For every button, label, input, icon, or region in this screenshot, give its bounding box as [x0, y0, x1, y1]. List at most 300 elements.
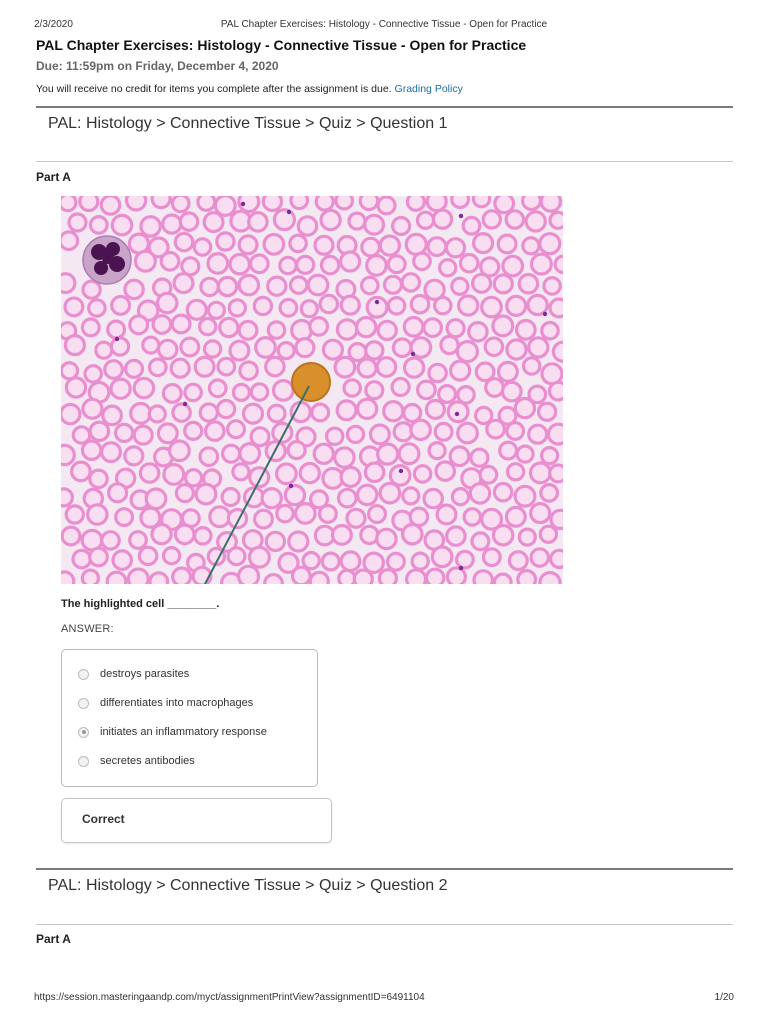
red-blood-cell: [249, 213, 267, 231]
print-url: https://session.masteringaandp.com/myct/assignmentPrintView?assignmentID=6491104: [34, 992, 425, 1003]
red-blood-cell: [310, 318, 328, 336]
red-blood-cell: [447, 568, 465, 584]
red-blood-cell: [347, 426, 363, 442]
red-blood-cell: [524, 358, 540, 374]
red-blood-cell: [357, 318, 376, 337]
red-blood-cell: [399, 444, 419, 464]
question-2-part-a-label: Part A: [36, 932, 71, 946]
red-blood-cell: [417, 212, 433, 228]
red-blood-cell: [327, 428, 343, 444]
red-blood-cell: [200, 319, 216, 335]
red-blood-cell: [176, 485, 193, 502]
red-blood-cell: [220, 318, 238, 336]
red-blood-cell: [251, 255, 269, 273]
red-blood-cell: [365, 463, 383, 481]
red-blood-cell: [107, 572, 126, 584]
red-blood-cell: [393, 218, 410, 235]
red-blood-cell: [61, 489, 72, 506]
feedback-text: Correct: [82, 812, 125, 826]
micrograph-svg: [61, 196, 563, 584]
divider: [36, 924, 733, 925]
red-blood-cell: [402, 274, 419, 291]
platelet: [289, 484, 293, 488]
red-blood-cell: [102, 532, 119, 549]
red-blood-cell: [228, 421, 245, 438]
red-blood-cell: [112, 215, 131, 234]
red-blood-cell: [296, 504, 316, 524]
red-blood-cell: [337, 401, 356, 420]
red-blood-cell: [446, 239, 464, 257]
red-blood-cell: [230, 341, 249, 360]
red-blood-cell: [139, 547, 156, 564]
red-blood-cell: [116, 509, 133, 526]
platelet: [287, 210, 291, 214]
red-blood-cell: [544, 278, 560, 294]
red-blood-cell: [105, 361, 123, 379]
section-divider: [36, 106, 733, 108]
red-blood-cell: [116, 424, 133, 441]
red-blood-cell: [365, 215, 384, 234]
red-blood-cell: [90, 470, 107, 487]
red-blood-cell: [208, 254, 228, 274]
red-blood-cell: [82, 570, 98, 584]
platelet: [375, 300, 379, 304]
red-blood-cell: [358, 359, 376, 377]
red-blood-cell: [411, 420, 430, 439]
red-blood-cell: [540, 234, 560, 254]
red-blood-cell: [158, 293, 177, 312]
red-blood-cell: [517, 446, 533, 462]
red-blood-cell: [140, 464, 158, 482]
choice-label: destroys parasites: [100, 668, 190, 680]
red-blood-cell: [131, 404, 151, 424]
red-blood-cell: [457, 342, 477, 362]
red-blood-cell: [102, 443, 121, 462]
red-blood-cell: [347, 509, 365, 527]
red-blood-cell: [296, 339, 314, 357]
red-blood-cell: [266, 532, 284, 550]
red-blood-cell: [403, 488, 419, 504]
red-blood-cell: [82, 319, 99, 336]
red-blood-cell: [336, 196, 353, 209]
red-blood-cell: [291, 196, 308, 209]
red-blood-cell: [218, 358, 235, 375]
red-blood-cell: [310, 572, 328, 584]
platelet: [459, 214, 463, 218]
red-blood-cell: [344, 380, 360, 396]
red-blood-cell: [62, 527, 80, 545]
red-blood-cell: [83, 441, 101, 459]
red-blood-cell: [432, 547, 452, 567]
red-blood-cell: [173, 568, 191, 584]
red-blood-cell: [485, 338, 502, 355]
red-blood-cell: [341, 552, 360, 571]
red-blood-cell: [461, 255, 478, 272]
red-blood-cell: [531, 549, 548, 566]
red-blood-cell: [233, 464, 249, 480]
leukocyte: [83, 236, 131, 284]
red-blood-cell: [529, 425, 547, 443]
red-blood-cell: [263, 196, 281, 211]
red-blood-cell: [498, 235, 516, 253]
red-blood-cell: [341, 252, 360, 271]
red-blood-cell: [519, 275, 537, 293]
red-blood-cell: [487, 420, 505, 438]
red-blood-cell: [61, 196, 76, 211]
red-blood-cell: [407, 570, 426, 584]
red-blood-cell: [403, 525, 422, 544]
red-blood-cell: [301, 301, 317, 317]
red-blood-cell: [335, 448, 354, 467]
red-blood-cell: [523, 238, 539, 254]
red-blood-cell: [539, 403, 556, 420]
red-blood-cell: [441, 336, 458, 353]
red-blood-cell: [198, 196, 215, 210]
red-blood-cell: [380, 483, 400, 503]
red-blood-cell: [125, 280, 143, 298]
red-blood-cell: [205, 341, 221, 357]
red-blood-cell: [320, 506, 337, 523]
red-blood-cell: [378, 444, 398, 464]
red-blood-cell: [483, 549, 500, 566]
red-blood-cell: [506, 507, 525, 526]
red-blood-cell: [195, 528, 211, 544]
red-blood-cell: [69, 214, 86, 231]
platelet: [183, 402, 187, 406]
red-blood-cell: [424, 319, 442, 337]
red-blood-cell: [437, 505, 456, 524]
red-blood-cell: [411, 296, 428, 313]
red-blood-cell: [66, 506, 83, 523]
red-blood-cell: [429, 364, 446, 381]
red-blood-cell: [268, 405, 285, 422]
red-blood-cell: [210, 507, 230, 527]
red-blood-cell: [474, 571, 492, 584]
red-blood-cell: [503, 382, 522, 401]
red-blood-cell: [541, 485, 558, 502]
red-blood-cell: [451, 361, 470, 380]
red-blood-cell: [90, 548, 108, 566]
red-blood-cell: [526, 212, 545, 231]
red-blood-cell: [185, 384, 201, 400]
red-blood-cell: [452, 489, 468, 505]
platelet: [411, 352, 415, 356]
red-blood-cell: [130, 316, 148, 334]
red-blood-cell: [337, 320, 356, 339]
red-blood-cell: [268, 277, 286, 295]
red-blood-cell: [149, 406, 165, 422]
red-blood-cell: [217, 233, 234, 250]
red-blood-cell: [174, 274, 193, 293]
red-blood-cell: [65, 336, 84, 355]
red-blood-cell: [277, 464, 297, 484]
red-blood-cell: [550, 465, 563, 482]
red-blood-cell: [335, 357, 355, 377]
red-blood-cell: [292, 321, 312, 341]
red-blood-cell: [255, 510, 273, 528]
red-blood-cell: [509, 552, 527, 570]
red-blood-cell: [126, 360, 143, 377]
red-blood-cell: [540, 526, 556, 542]
red-blood-cell: [314, 444, 333, 463]
red-blood-cell: [358, 399, 377, 418]
blood-smear-micrograph: [61, 196, 563, 584]
red-blood-cell: [555, 256, 563, 272]
red-blood-cell: [483, 211, 500, 228]
red-blood-cell: [277, 505, 293, 521]
red-blood-cell: [452, 196, 469, 208]
red-blood-cell: [61, 232, 78, 250]
platelet: [543, 312, 547, 316]
red-blood-cell: [542, 448, 558, 464]
choice-secretes-antibodies[interactable]: [78, 752, 195, 770]
red-blood-cell: [170, 441, 190, 461]
red-blood-cell: [113, 551, 131, 569]
print-document-title: PAL Chapter Exercises: Histology - Connective Tissue - Open for Practice: [220, 19, 548, 30]
red-blood-cell: [341, 467, 360, 486]
red-blood-cell: [254, 297, 271, 314]
red-blood-cell: [494, 484, 511, 501]
red-blood-cell: [452, 278, 468, 294]
choice-initiates-inflammatory-response[interactable]: [78, 723, 267, 741]
red-blood-cell: [293, 567, 311, 584]
red-blood-cell: [239, 321, 257, 339]
red-blood-cell: [288, 442, 305, 459]
red-blood-cell: [550, 212, 563, 228]
red-blood-cell: [125, 447, 143, 465]
red-blood-cell: [72, 462, 91, 481]
red-blood-cell: [134, 378, 153, 397]
red-blood-cell: [377, 529, 396, 548]
red-blood-cell: [418, 381, 436, 399]
red-blood-cell: [426, 400, 444, 418]
red-blood-cell: [358, 485, 377, 504]
red-blood-cell: [290, 235, 306, 251]
red-blood-cell: [500, 442, 517, 459]
choice-differentiates-into-macrophages[interactable]: [78, 694, 253, 712]
late-credit-notice: [36, 83, 463, 95]
radio-button-selected[interactable]: [78, 727, 89, 738]
red-blood-cell: [200, 404, 217, 421]
platelet: [241, 202, 245, 206]
red-blood-cell: [141, 217, 160, 236]
red-blood-cell: [371, 425, 390, 444]
red-blood-cell: [175, 233, 192, 250]
red-blood-cell: [450, 447, 469, 466]
red-blood-cell: [239, 236, 257, 254]
red-blood-cell: [291, 277, 307, 293]
red-blood-cell: [300, 464, 319, 483]
red-blood-cell: [298, 217, 316, 235]
red-blood-cell: [339, 570, 355, 584]
red-blood-cell: [233, 384, 249, 400]
red-blood-cell: [128, 569, 148, 584]
red-blood-cell: [136, 251, 156, 271]
red-blood-cell: [171, 359, 189, 377]
page-number: 1/20: [714, 992, 734, 1003]
red-blood-cell: [230, 255, 249, 274]
red-blood-cell: [366, 382, 383, 399]
red-blood-cell: [143, 337, 159, 353]
red-blood-cell: [256, 338, 276, 358]
red-blood-cell: [280, 257, 296, 273]
red-blood-cell: [473, 196, 489, 207]
red-blood-cell: [250, 547, 270, 567]
red-blood-cell: [474, 234, 493, 253]
red-blood-cell: [194, 239, 210, 255]
red-blood-cell: [362, 238, 380, 256]
red-blood-cell: [175, 525, 194, 544]
radio-button[interactable]: [78, 756, 89, 767]
red-blood-cell: [531, 504, 550, 523]
red-blood-cell: [378, 197, 395, 214]
red-blood-cell: [435, 423, 452, 440]
radio-button[interactable]: [78, 698, 89, 709]
red-blood-cell: [268, 322, 284, 338]
red-blood-cell: [285, 486, 304, 505]
red-blood-cell: [83, 281, 100, 298]
answer-label: ANSWER:: [61, 623, 114, 635]
red-blood-cell: [61, 445, 74, 464]
choice-label: differentiates into macrophages: [100, 697, 254, 709]
red-blood-cell: [458, 423, 478, 443]
red-blood-cell: [550, 299, 563, 317]
divider: [36, 161, 733, 162]
red-blood-cell: [472, 533, 489, 550]
red-blood-cell: [312, 404, 329, 421]
red-blood-cell: [377, 358, 396, 377]
red-blood-cell: [378, 321, 396, 339]
red-blood-cell: [506, 211, 523, 228]
red-blood-cell: [127, 196, 146, 210]
red-blood-cell: [339, 489, 357, 507]
red-blood-cell: [515, 399, 534, 418]
red-blood-cell: [341, 296, 359, 314]
red-blood-cell: [463, 217, 480, 234]
red-blood-cell: [482, 297, 502, 317]
red-blood-cell: [367, 256, 387, 276]
platelet: [115, 337, 119, 341]
red-blood-cell: [130, 532, 147, 549]
red-blood-cell: [218, 401, 235, 418]
red-blood-cell: [244, 404, 263, 423]
red-blood-cell: [158, 424, 177, 443]
red-blood-cell: [405, 358, 424, 377]
red-blood-cell: [333, 526, 352, 545]
choice-label: initiates an inflammatory response: [100, 726, 267, 738]
red-blood-cell: [223, 445, 240, 462]
red-blood-cell: [515, 486, 535, 506]
assignment-title: PAL Chapter Exercises: Histology - Connective Tissue - Open for Practice: [36, 37, 527, 53]
grading-policy-link[interactable]: Grading Policy: [394, 83, 463, 95]
red-blood-cell: [208, 302, 224, 318]
red-blood-cell: [173, 404, 190, 421]
red-blood-cell: [528, 295, 547, 314]
red-blood-cell: [80, 196, 98, 211]
answer-choices: [61, 649, 318, 787]
red-blood-cell: [206, 422, 224, 440]
red-blood-cell: [164, 548, 180, 564]
red-blood-cell: [471, 449, 488, 466]
red-blood-cell: [265, 575, 283, 584]
red-blood-cell: [61, 274, 75, 293]
red-blood-cell: [83, 399, 102, 418]
red-blood-cell: [274, 210, 294, 230]
red-blood-cell: [507, 423, 524, 440]
red-blood-cell: [360, 196, 377, 210]
red-blood-cell: [88, 505, 107, 524]
red-blood-cell: [195, 357, 214, 376]
red-blood-cell: [103, 406, 122, 425]
red-blood-cell: [164, 465, 184, 485]
red-blood-cell: [289, 532, 308, 551]
red-blood-cell: [486, 379, 504, 397]
red-blood-cell: [201, 278, 218, 295]
red-blood-cell: [274, 381, 294, 401]
platelet: [455, 412, 459, 416]
red-blood-cell: [542, 323, 558, 339]
red-blood-cell: [239, 275, 258, 294]
red-blood-cell: [366, 342, 383, 359]
red-blood-cell: [518, 571, 536, 584]
platelet: [399, 469, 403, 473]
red-blood-cell: [172, 196, 189, 212]
question-1-breadcrumb: PAL: Histology > Connective Tissue > Quiz > Question 1: [48, 115, 448, 132]
red-blood-cell: [187, 300, 206, 319]
red-blood-cell: [457, 551, 474, 568]
red-blood-cell: [414, 466, 430, 482]
choice-label: secretes antibodies: [100, 755, 195, 767]
red-blood-cell: [447, 527, 465, 545]
red-blood-cell: [385, 276, 402, 293]
print-date: 2/3/2020: [34, 19, 73, 30]
red-blood-cell: [91, 217, 108, 234]
red-blood-cell: [499, 362, 518, 381]
red-blood-cell: [384, 402, 403, 421]
red-blood-cell: [108, 321, 125, 338]
red-blood-cell: [228, 548, 245, 565]
red-blood-cell: [222, 489, 239, 506]
red-blood-cell: [470, 484, 489, 503]
red-blood-cell: [495, 574, 512, 584]
red-blood-cell: [61, 572, 74, 584]
radio-button[interactable]: [78, 669, 89, 680]
red-blood-cell: [316, 196, 333, 210]
red-blood-cell: [531, 463, 551, 483]
question-prompt: The highlighted cell ________.: [61, 598, 220, 610]
red-blood-cell: [297, 256, 314, 273]
red-blood-cell: [163, 215, 181, 233]
red-blood-cell: [153, 316, 171, 334]
red-blood-cell: [550, 382, 564, 400]
red-blood-cell: [308, 275, 328, 295]
red-blood-cell: [388, 298, 404, 314]
red-blood-cell: [507, 296, 526, 315]
red-blood-cell: [172, 315, 190, 333]
red-blood-cell: [218, 277, 236, 295]
red-blood-cell: [66, 378, 85, 397]
red-blood-cell: [388, 553, 405, 570]
red-blood-cell: [109, 484, 127, 502]
red-blood-cell: [209, 380, 226, 397]
red-blood-cell: [439, 386, 456, 403]
red-blood-cell: [507, 340, 526, 359]
red-blood-cell: [447, 320, 464, 337]
choice-destroys-parasites[interactable]: [78, 665, 189, 683]
red-blood-cell: [150, 573, 168, 584]
red-blood-cell: [65, 298, 83, 316]
red-blood-cell: [349, 213, 365, 229]
